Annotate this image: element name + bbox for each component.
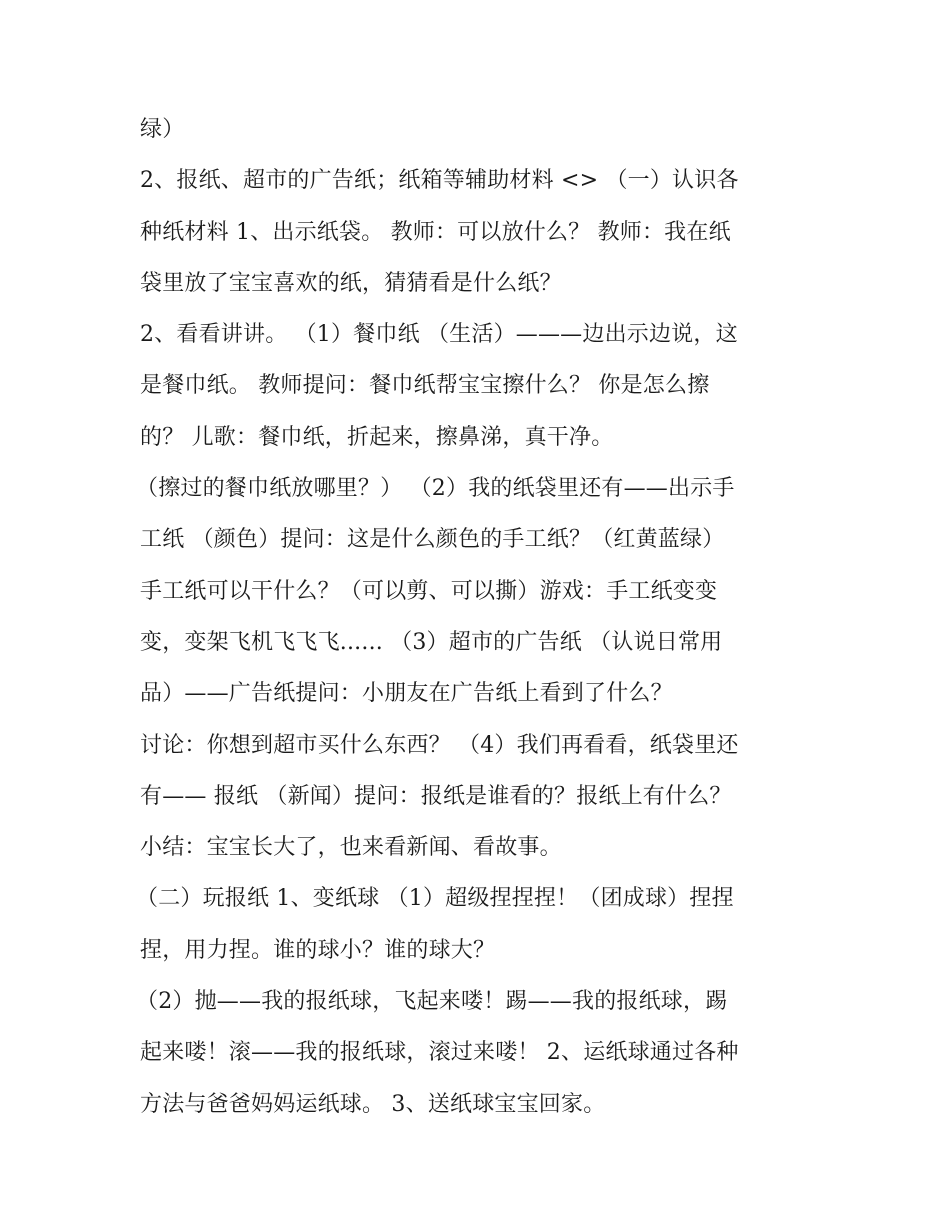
text-line: 是餐巾纸。 教师提问：餐巾纸帮宝宝擦什么？ 你是怎么擦	[140, 373, 710, 399]
text-line: 捏，用力捏。谁的球小？谁的球大？	[140, 937, 496, 963]
text-line: 变，变架飞机飞飞飞...... （3）超市的广告纸 （认说日常用	[140, 629, 723, 655]
text-line: （二）玩报纸 1、变纸球 （1）超级捏捏捏！（团成球）捏捏	[136, 886, 734, 912]
text-line: 工纸 （颜色）提问：这是什么颜色的手工纸？（红黄蓝绿）	[140, 527, 725, 553]
text-line: 2、看看讲讲。 （1）餐巾纸 （生活）———边出示边说，这	[140, 322, 738, 348]
text-line: 起来喽！滚——我的报纸球，滚过来喽！ 2、运纸球通过各种	[140, 1040, 739, 1066]
text-line: 品）——广告纸提问：小朋友在广告纸上看到了什么？	[140, 681, 673, 707]
text-line: 小结：宝宝长大了，也来看新闻、看故事。	[140, 835, 562, 861]
document-body	[136, 104, 820, 1130]
text-line: 袋里放了宝宝喜欢的纸，猜猜看是什么纸？	[140, 270, 562, 296]
text-line: （2）抛——我的报纸球，飞起来喽！踢——我的报纸球，踢	[136, 989, 728, 1015]
text-line: 的？ 儿歌：餐巾纸，折起来，擦鼻涕，真干净。	[140, 424, 614, 450]
text-line: 有—— 报纸 （新闻）提问：报纸是谁看的？报纸上有什么？	[140, 783, 732, 809]
text-line: 2、报纸、超市的广告纸；纸箱等辅助材料 <> （一）认识各	[140, 168, 739, 194]
text-line: 绿）	[140, 117, 185, 142]
text-line: 方法与爸爸妈妈运纸球。 3、送纸球宝宝回家。	[140, 1091, 606, 1117]
text-line: 讨论：你想到超市买什么东西？ （4）我们再看看，纸袋里还	[140, 732, 739, 758]
text-line: （擦过的餐巾纸放哪里？） （2）我的纸袋里还有——出示手	[136, 476, 735, 502]
text-line: 手工纸可以干什么？（可以剪、可以撕）游戏：手工纸变变	[140, 578, 718, 604]
text-line: 种纸材料 1、出示纸袋。 教师：可以放什么？ 教师：我在纸	[140, 219, 731, 245]
